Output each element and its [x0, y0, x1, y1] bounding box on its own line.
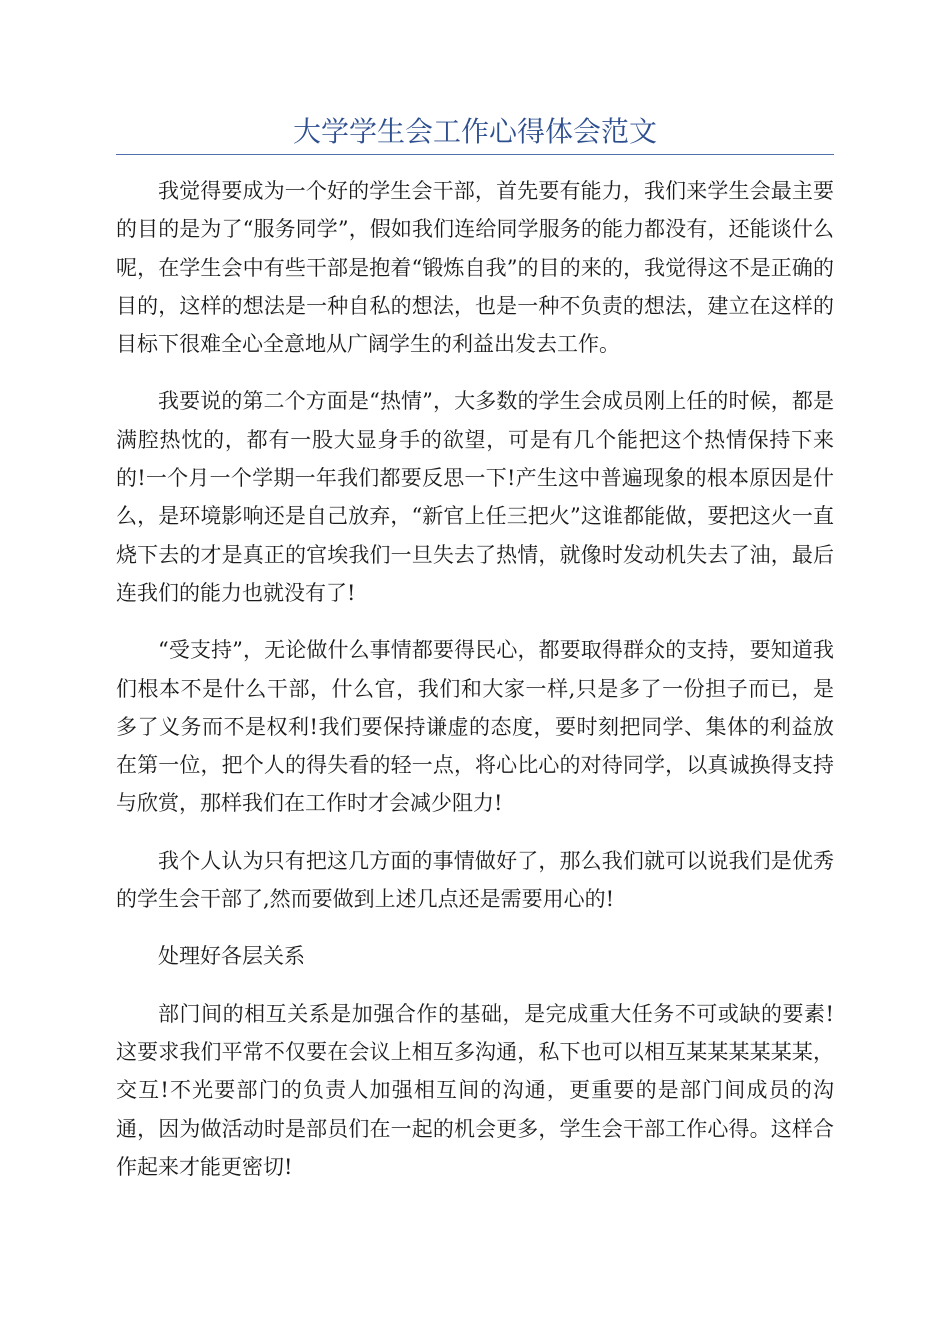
paragraph-ability: 我觉得要成为一个好的学生会干部，首先要有能力，我们来学生会最主要的目的是为了“服务同学”，假如我们连给同学服务的能力都没有，还能谈什么呢，在学生会中有些干部是抱着“锻炼自我”的目的来的，我觉得这不是正确的目的，这样的想法是一种自私的想法，也是一种不负责的想法，建立在这样的目标下很难全心全意地从广阔学生的利益出发去工作。: [116, 179, 834, 357]
paragraph-support: “受支持”，无论做什么事情都要得民心，都要取得群众的支持，要知道我们根本不是什么干部，什么官，我们和大家一样,只是多了一份担子而已，是多了义务而不是权利!我们要保持谦虚的态度，要时刻把同学、集体的利益放在第一位，把个人的得失看的轻一点，将心比心的对待同学，以真诚换得支持与欣赏，那样我们在工作时才会减少阻力!: [116, 638, 834, 816]
page-title: 大学学生会工作心得体会范文: [292, 115, 657, 148]
document-body: [116, 172, 834, 1186]
section-heading-relations: 处理好各层关系: [158, 944, 305, 969]
title-underline: [116, 154, 834, 155]
paragraph-cooperation: 部门间的相互关系是加强合作的基础，是完成重大任务不可或缺的要素!这要求我们平常不仅要在会议上相互多沟通，私下也可以相互某某某某某某，交互!不光要部门的负责人加强相互间的沟通，更重要的是部门间成员的沟通，因为做活动时是部员们在一起的机会更多，学生会干部工作心得。这样合作起来才能更密切!: [116, 1001, 834, 1179]
paragraph-enthusiasm: 我要说的第二个方面是“热情”，大多数的学生会成员刚上任的时候，都是满腔热忱的，都有一股大显身手的欲望，可是有几个能把这个热情保持下来的!一个月一个学期一年我们都要反思一下!产生这中普遍现象的根本原因是什么，是环境影响还是自己放弃，“新官上任三把火”这谁都能做，要把这火一直烧下去的才是真正的官埃我们一旦失去了热情，就像时发动机失去了油，最后连我们的能力也就没有了!: [116, 389, 834, 605]
paragraph-summary: 我个人认为只有把这几方面的事情做好了，那么我们就可以说我们是优秀的学生会干部了,然而要做到上述几点还是需要用心的!: [116, 848, 834, 912]
